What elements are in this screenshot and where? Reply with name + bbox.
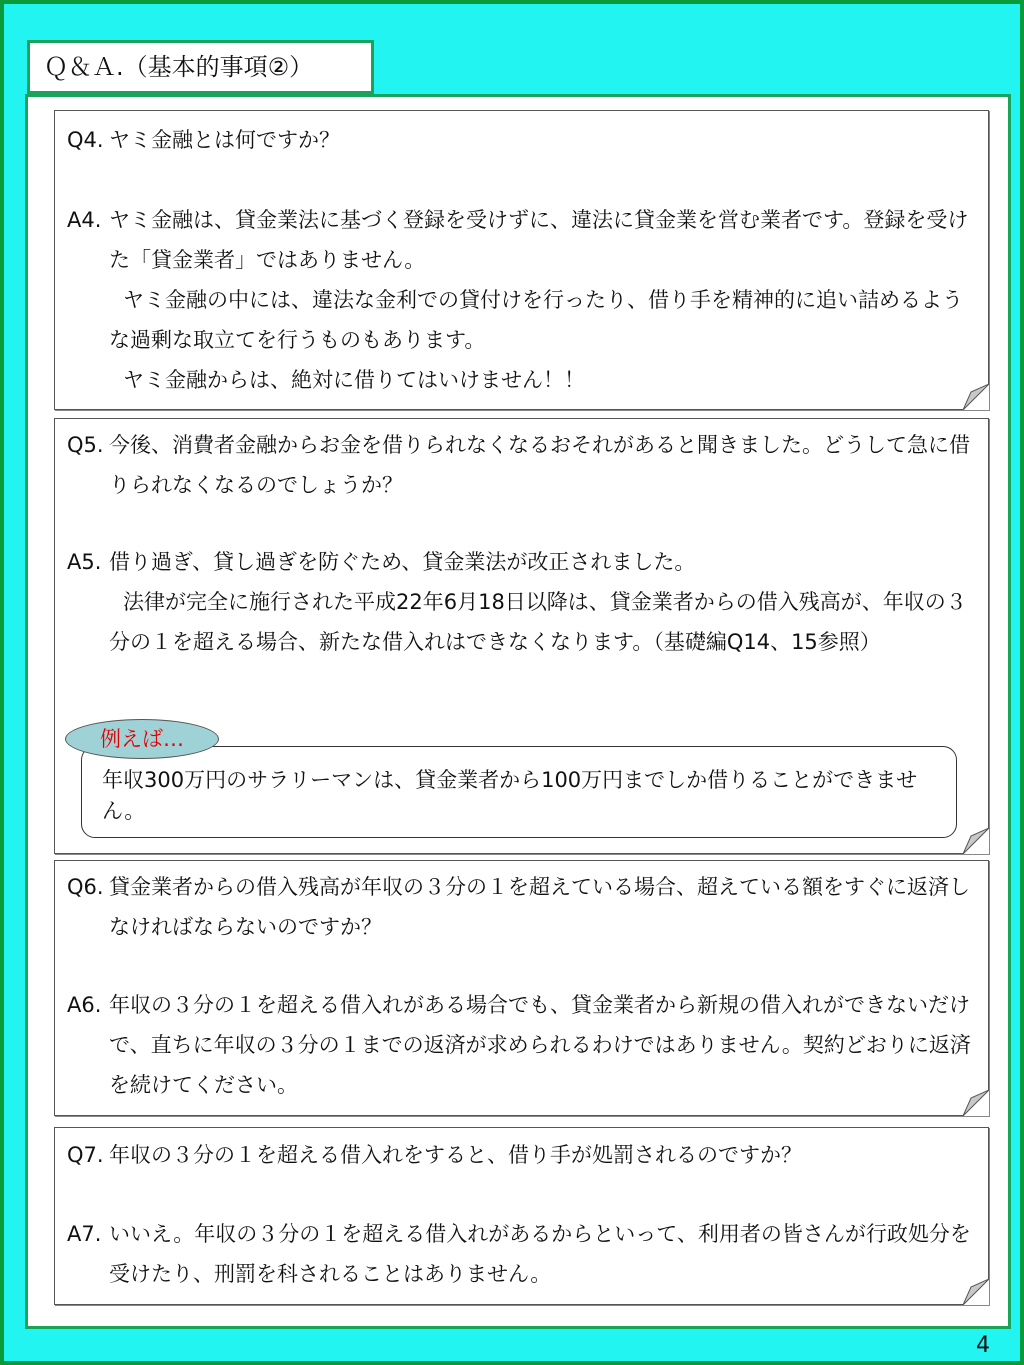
- page-curl-icon: [963, 384, 989, 410]
- question-label: Q5.: [67, 433, 104, 457]
- answer-paragraph: ヤミ金融からは、絶対に借りてはいけません！！: [123, 368, 585, 392]
- page-number: 4: [976, 1333, 990, 1358]
- answer-q7: [67, 1214, 974, 1294]
- qa-card-q7: [54, 1127, 989, 1305]
- question-q4: [67, 120, 974, 160]
- answer-paragraph: 年収の３分の１を超える借入れがある場合でも、貸金業者から新規の借入れができないだけで、直ちに年収の３分の１までの返済が求められるわけではありません。契約どおりに返済を続けてください。: [109, 993, 971, 1097]
- answer-label: A6.: [67, 993, 102, 1017]
- question-text: ヤミ金融とは何ですか？: [109, 128, 340, 152]
- question-label: Q4.: [67, 128, 104, 152]
- answer-label: A7.: [67, 1222, 102, 1246]
- question-label: Q7.: [67, 1143, 104, 1167]
- question-text: 貸金業者からの借入残高が年収の３分の１を超えている場合、超えている額をすぐに返済しなければならないのですか？: [109, 875, 970, 939]
- page-title: Ｑ＆Ａ.（基本的事項②）: [27, 40, 374, 94]
- answer-label: A4.: [67, 208, 102, 232]
- example-text: 年収300万円のサラリーマンは、貸金業者から100万円までしか借りることができません。: [102, 768, 918, 823]
- example-callout: [81, 746, 957, 838]
- example-tag: 例えば…: [65, 719, 219, 759]
- qa-card-q6: [54, 860, 989, 1116]
- answer-paragraph: ヤミ金融の中には、違法な金利での貸付けを行ったり、借り手を精神的に追い詰めるような過剰な取立てを行うものもあります。: [109, 288, 963, 352]
- question-text: 年収の３分の１を超える借入れをすると、借り手が処罰されるのですか？: [109, 1143, 802, 1167]
- question-label: Q6.: [67, 875, 104, 899]
- answer-paragraph: ヤミ金融は、貸金業法に基づく登録を受けずに、違法に貸金業を営む業者です。登録を受けた「貸金業者」ではありません。: [109, 208, 969, 272]
- question-q7: [67, 1135, 974, 1175]
- question-q5: [67, 425, 974, 505]
- answer-q6: [67, 985, 974, 1105]
- question-q6: [67, 867, 974, 947]
- answer-q5: [67, 542, 974, 662]
- qa-card-q4: [54, 110, 989, 410]
- page-curl-icon: [963, 1090, 989, 1116]
- question-text: 今後、消費者金融からお金を借りられなくなるおそれがあると聞きました。どうして急に借りられなくなるのでしょうか？: [109, 433, 970, 497]
- answer-paragraph: 法律が完全に施行された平成22年6月18日以降は、貸金業者からの借入残高が、年収の３分の１を超える場合、新たな借入れはできなくなります。（基礎編Q14、15参照）: [109, 590, 967, 654]
- answer-q4: [67, 200, 974, 400]
- page-curl-icon: [963, 1279, 989, 1305]
- answer-paragraph: 借り過ぎ、貸し過ぎを防ぐため、貸金業法が改正されました。: [109, 550, 696, 574]
- page-curl-icon: [963, 828, 989, 854]
- answer-label: A5.: [67, 550, 102, 574]
- answer-paragraph: いいえ。年収の３分の１を超える借入れがあるからといって、利用者の皆さんが行政処分を受けたり、刑罰を科されることはありません。: [109, 1222, 971, 1286]
